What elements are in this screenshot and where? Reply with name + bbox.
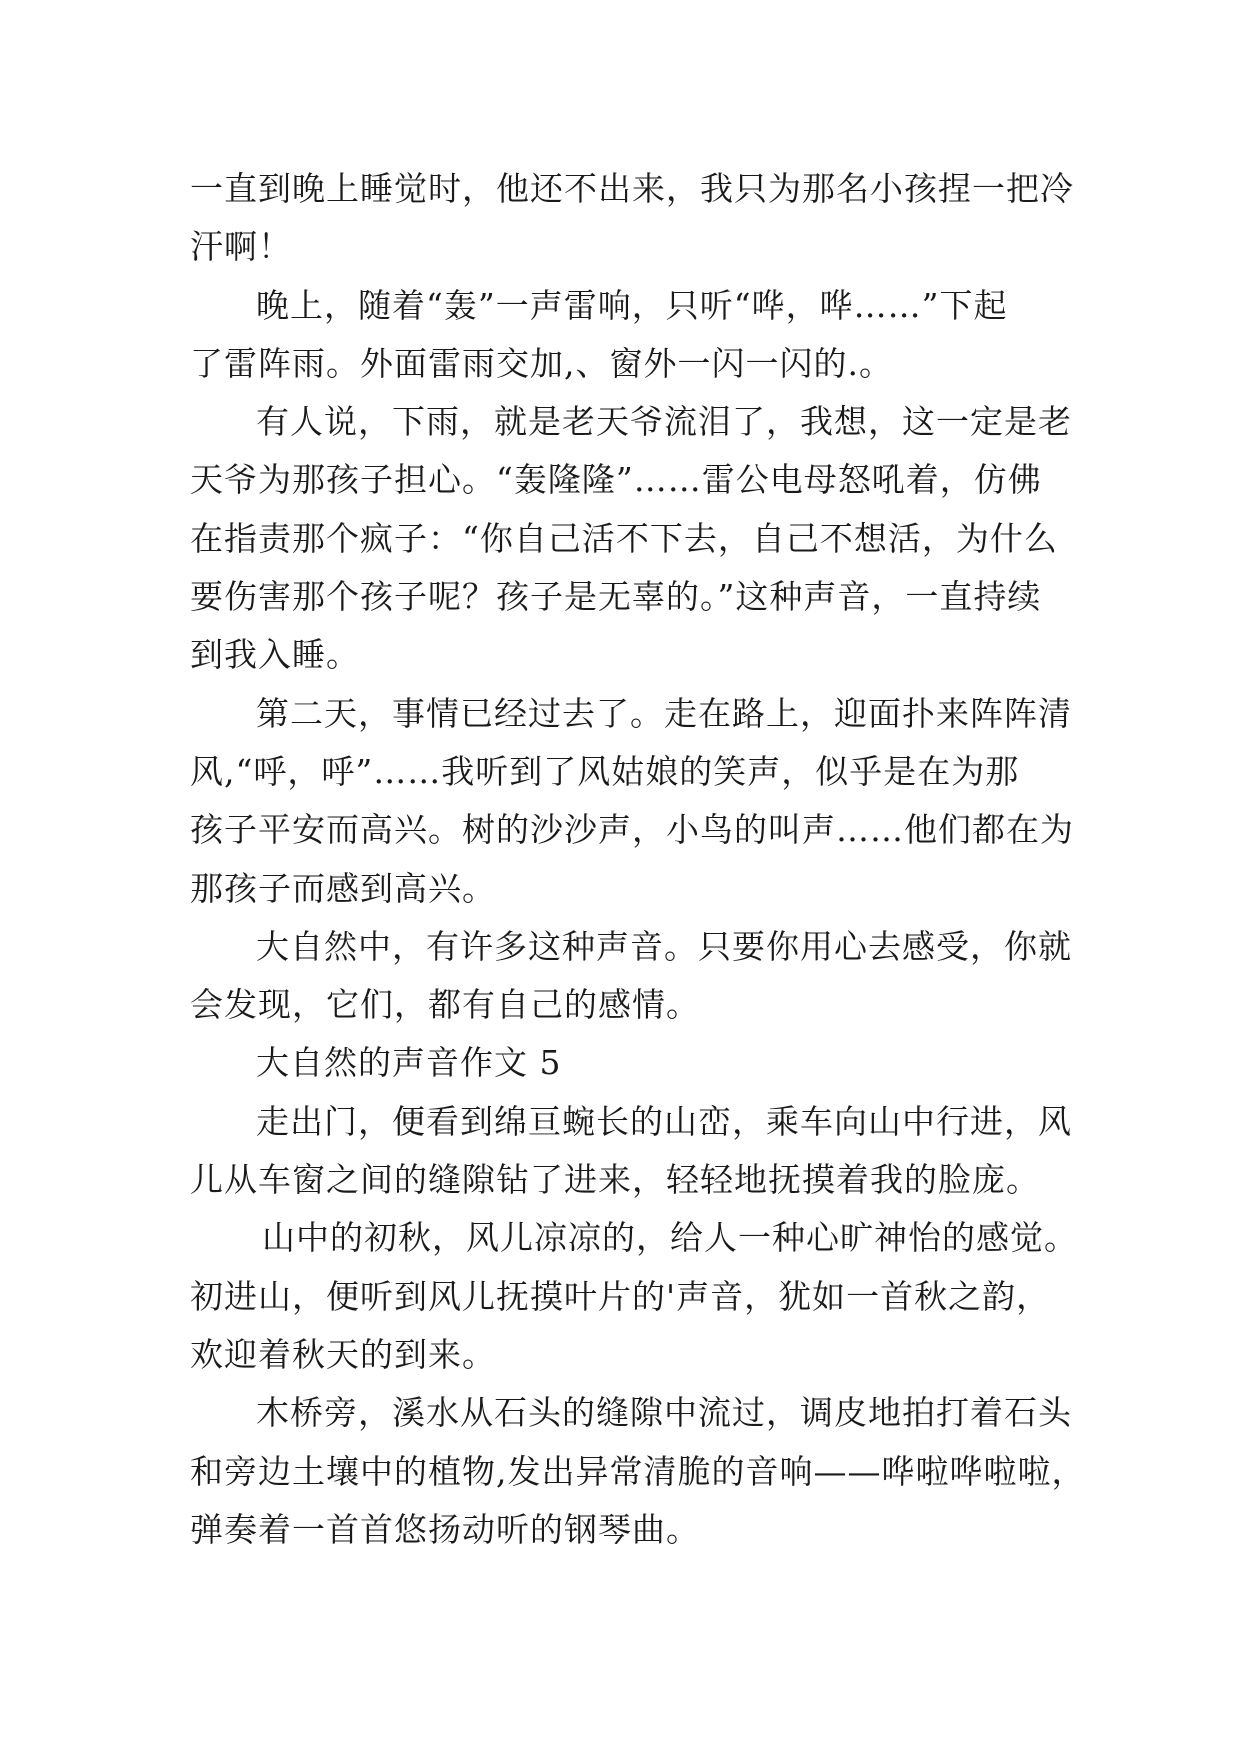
text-line: 会发现，它们，都有自己的感情。 xyxy=(190,985,700,1025)
text-line: 孩子平安而高兴。树的沙沙声，小鸟的叫声……他们都在为 xyxy=(190,810,1074,850)
paragraph-start-line: 山中的初秋，风儿凉凉的，给人一种心旷神怡的感觉。 xyxy=(262,1218,1078,1258)
body-text xyxy=(190,160,1086,1559)
paragraph-start-line: 晚上，随着“轰”一声雷响，只听“哗，哗……”下起 xyxy=(256,285,1008,325)
paragraph-start-line: 木桥旁，溪水从石头的缝隙中流过，调皮地拍打着石头 xyxy=(256,1393,1072,1433)
text-line: 初进山，便听到风儿抚摸叶片的'声音，犹如一首秋之韵， xyxy=(190,1276,1051,1316)
text-line: 天爷为那孩子担心。“轰隆隆”……雷公电母怒吼着，仿佛 xyxy=(190,460,1042,500)
text-line: 儿从车窗之间的缝隙钻了进来，轻轻地抚摸着我的脸庞。 xyxy=(190,1160,1040,1200)
text-line: 欢迎着秋天的到来。 xyxy=(190,1334,496,1374)
text-line: 了雷阵雨。外面雷雨交加,、窗外一闪一闪的.。 xyxy=(190,343,893,383)
text-line: 弹奏着一首首悠扬动听的钢琴曲。 xyxy=(190,1509,700,1549)
text-line: 要伤害那个孩子呢？孩子是无辜的。”这种声音，一直持续 xyxy=(190,577,1042,617)
text-line: 到我入睡。 xyxy=(190,635,360,675)
section-heading: 大自然的声音作文 5 xyxy=(256,1043,562,1083)
paragraph-start-line: 有人说，下雨，就是老天爷流泪了，我想，这一定是老 xyxy=(256,402,1072,442)
text-line: 汗啊！ xyxy=(190,227,292,267)
paragraph-start-line: 大自然中，有许多这种声音。只要你用心去感受，你就 xyxy=(256,926,1072,966)
text-line: 在指责那个疯子：“你自己活不下去，自己不想活，为什么 xyxy=(190,518,1058,558)
paragraph-start-line: 第二天，事情已经过去了。走在路上，迎面扑来阵阵清 xyxy=(256,693,1072,733)
text-line: 风,“呼，呼”……我听到了风姑娘的笑声，似乎是在为那 xyxy=(190,751,1020,791)
text-line: 一直到晚上睡觉时，他还不出来，我只为那名小孩捏一把冷 xyxy=(190,169,1074,208)
text-line: 和旁边土壤中的植物,发出异常清脆的音响——哗啦哗啦啦， xyxy=(190,1451,1086,1491)
paragraph-start-line: 走出门，便看到绵亘蜿长的山峦，乘车向山中行进，风 xyxy=(256,1101,1072,1141)
text-line: 那孩子而感到高兴。 xyxy=(190,868,496,908)
